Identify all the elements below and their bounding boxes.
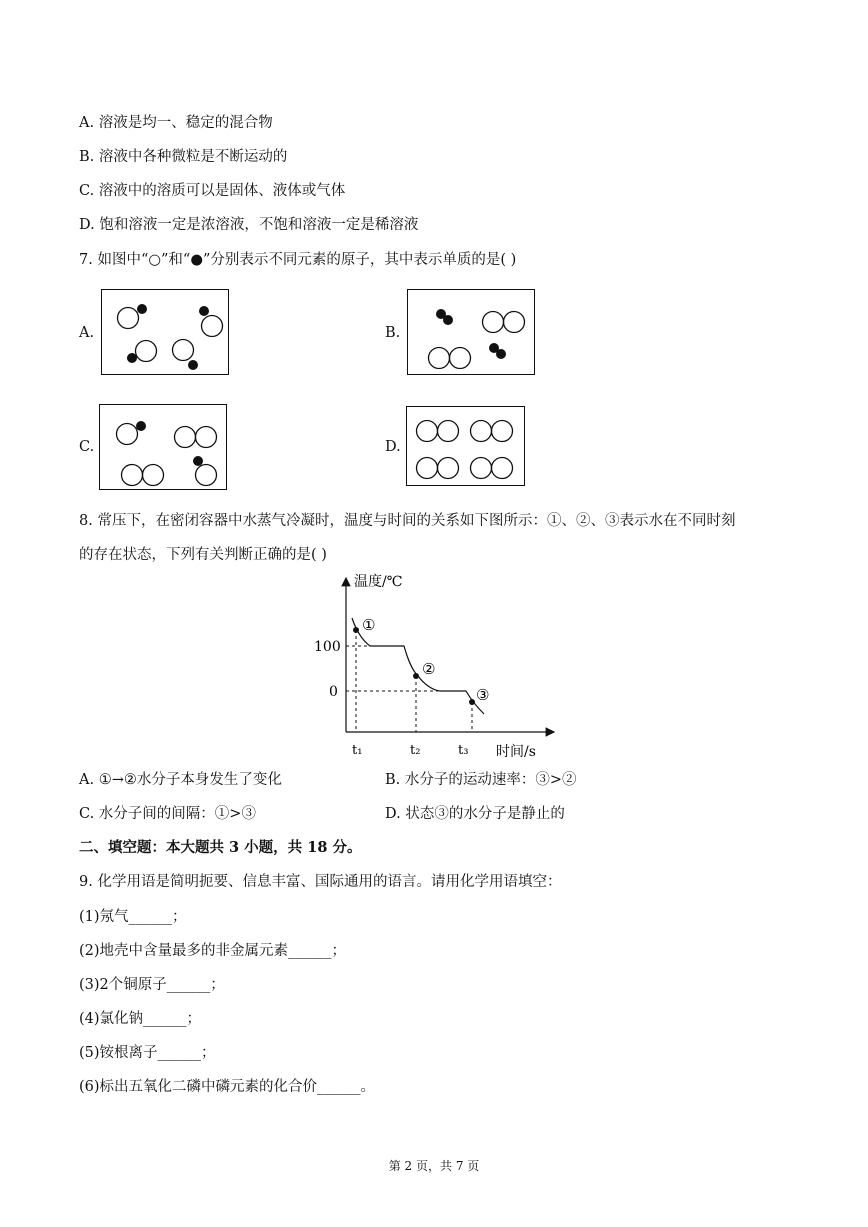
q8-option-d: D. 状态③的水分子是静止的 [385,806,565,822]
q8-option-b: B. 水分子的运动速率：③>② [385,772,577,788]
q7-diagram-b [407,289,535,375]
q7-atoms-a [102,290,230,376]
q9-item-4: (4)氯化钠______； [79,1011,202,1027]
q7-molecules-d [407,407,526,487]
temperature-time-graph [300,570,562,762]
q9-item-5: (5)铵根离子______； [79,1045,216,1061]
q6-option-c: C. 溶液中的溶质可以是固体、液体或气体 [79,183,346,199]
point-3 [469,699,475,705]
q8-option-a: A. ①→②水分子本身发生了变化 [79,772,282,788]
q6-option-b: B. 溶液中各种微粒是不断运动的 [79,149,288,165]
q7-diagram-d [406,406,525,486]
q7-label-b: B. [385,325,401,341]
q9-item-2: (2)地壳中含量最多的非金属元素______； [79,943,347,959]
q9-stem: 9. 化学用语是简明扼要、信息丰富、国际通用的语言。请用化学用语填空： [79,874,562,890]
x-tick-t1: t₁ [352,743,363,758]
q8-stem-line2: 的存在状态，下列有关判断正确的是( ) [79,547,327,563]
y-axis-label: 温度/℃ [354,574,403,590]
dashed-guides [346,630,472,732]
q9-item-6: (6)标出五氧化二磷中磷元素的化合价______。 [79,1079,376,1095]
point-1 [353,627,359,633]
q6-option-a: A. 溶液是均一、稳定的混合物 [79,115,273,131]
q7-molecules-b [408,290,536,376]
q7-diagram-a [101,289,229,375]
x-tick-t2: t₂ [410,743,421,758]
x-axis-label: 时间/s [496,744,536,760]
point-label-1: ① [362,616,376,634]
q8-stem-line1: 8. 常压下，在密闭容器中水蒸气冷凝时，温度与时间的关系如下图所示：①、②、③表示水在不同时刻 [79,513,736,529]
point-label-3: ③ [476,686,490,704]
q7-stem: 7. 如图中“○”和“●”分别表示不同元素的原子，其中表示单质的是( ) [79,252,517,268]
q9-item-1: (1)氖气______； [79,909,187,925]
q6-option-d: D. 饱和溶液一定是浓溶液，不饱和溶液一定是稀溶液 [79,217,419,233]
q7-label-d: D. [385,439,401,455]
y-tick-0: 0 [329,684,338,700]
point-label-2: ② [422,660,436,678]
q7-diagram-c [99,404,227,490]
q7-label-a: A. [79,325,95,341]
y-tick-100: 100 [314,639,341,655]
section-2-heading: 二、填空题：本大题共 3 小题，共 18 分。 [79,839,362,856]
point-2 [413,673,419,679]
q7-label-c: C. [79,439,95,455]
x-tick-t3: t₃ [458,743,469,758]
page-footer: 第 2 页，共 7 页 [388,1159,480,1173]
q9-item-3: (3)2个铜原子______； [79,977,225,993]
q7-molecules-c [100,405,228,491]
q8-option-c: C. 水分子间的间隔：①>③ [79,806,256,822]
